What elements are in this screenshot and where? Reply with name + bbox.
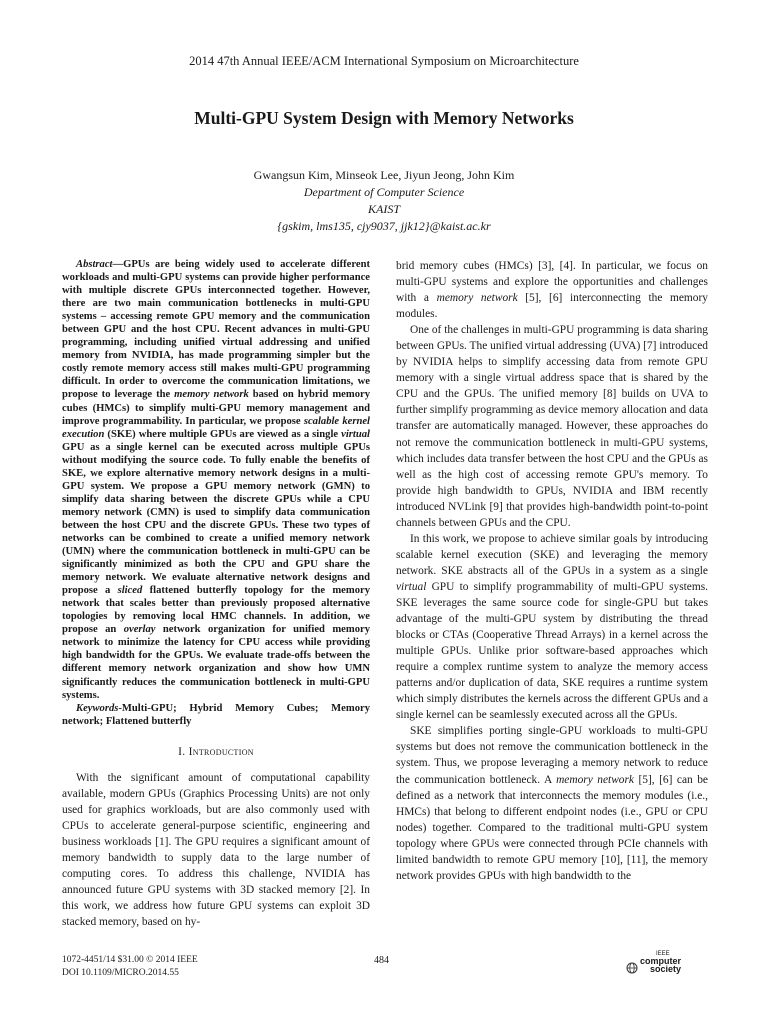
abstract: Abstract—GPUs are being widely used to accelerate different workloads and multi-GPU systems can provide higher performance with multiple discrete GPUs interconnected together. However, there are two main communication bottlenecks in multi-GPU systems – accessing remote GPU memory and the communication between GPU and the host CPU. Recent advances in multi-GPU programming, including unified virtual addressing and unified memory from NVIDIA, has made programming simpler but the costly remote memory access still makes multi-GPU programming difficult. In order to overcome the communication limitations, we propose to leverage the memory network based on hybrid memory cubes (HMCs) to simplify multi-GPU memory management and improve programmability. In particular, we propose scalable kernel execution (SKE) where multiple GPUs are viewed as a single virtual GPU as a single kernel can be executed across multiple GPUs without modifying the source code. To fully enable the benefits of SKE, we explore alternative memory network designs in a multi-GPU system. We propose a GPU memory network (GMN) to simplify data sharing between the discrete GPUs while a CPU memory network (CMN) is used to simplify data communication between the host CPU and the discrete GPUs. These two types of networks can be combined to create a unified memory network (UMN) where the communication bottleneck in multi-GPU can be significantly minimized as both the CPU and GPU share the memory network. We evaluate alternative network designs and propose a sliced flattened butterfly topology for the memory network that scales better than previously proposed alternative topologies by removing local HMC channels. In addition, we propose an overlay network organization for unified memory network to minimize the latency for CPU access while providing high bandwidth for the GPUs. We evaluate trade-offs between the different memory network organization and show how UMN significantly reduces the communication bottleneck in multi-GPU systems. [62,259,370,701]
intro-paragraph-3: In this work, we propose to achieve similar goals by introducing scalable kernel execution (SKE) and leveraging the memory network. SKE abstracts all of the GPUs in a system as a single virtual GPU to simplify programmability of multi-GPU systems. SKE leverages the same source code for single-GPU but takes advantage of the multi-GPU system by distributing the thread blocks or CTAs (Cooperative Thread Arrays) in a kernel across the multiple GPUs. Unlike prior software-based approaches which require a complex runtime system to analyze the memory access patterns and/or duplication of data, SKE requires a runtime system which simply distributes the kernels across the different GPUs and a single kernel can be seamlessly executed across all the GPUs. [396,532,708,722]
keywords: Keywords-Multi-GPU; Hybrid Memory Cubes; Memory network; Flattened butterfly [62,702,370,727]
globe-icon [626,962,638,974]
intro-paragraph-2: One of the challenges in multi-GPU programming is data sharing between GPUs. The unified virtual addressing (UVA) [7] introduced by NVIDIA helps to simplify accessing data from remote GPU memory with a single virtual address space that is shared by the CPU and the GPUs. The unified memory [8] builds on UVA to further simplify programming as device memory allocation and data transfer are automatically managed. However, these approaches do not remove the communication bottleneck in multi-GPU systems, which includes data transfer between the host CPU and the GPUs as well as the high cost of accessing remote GPU's memory. To provide high bandwidth to GPUs, NVIDIA and IBM recently introduced NVLink [9] that provides high-bandwidth point-to-point channels between GPUs and the CPU. [396,324,708,529]
abstract-label: Abstract [76,259,113,270]
logo-wordmark: computer society [640,956,682,974]
footer-doi: DOI 10.1109/MICRO.2014.55 [62,968,179,978]
paper-title: Multi-GPU System Design with Memory Networks [194,108,574,128]
right-column [396,258,708,884]
left-column [62,258,370,930]
keywords-label: Keywords [76,702,119,714]
intro-paragraph-1: With the significant amount of computational capability available, modern GPUs (Graphics Processing Units) are not only used for graphics workloads, but are also commonly used with CPUs to accelerate general-purpose scientific, engineering and business workloads [1]. The GPU requires a significant amount of memory bandwidth to supply data to the large number of computing cores. To address this challenge, NVIDIA has announced future GPU systems with 3D stacked memory [2]. In this work, we address how future GPU systems can exploit 3D stacked memory, based on hy- [62,771,370,929]
author-block [0,167,768,235]
intro-paragraph-1-cont: brid memory cubes (HMCs) [3], [4]. In particular, we focus on multi-GPU systems and explore the opportunities and challenges with a memory network [5], [6] interconnecting the memory modules. [396,260,708,321]
footer-isbn: 1072-4451/14 $31.00 © 2014 IEEE [62,955,198,965]
author-names: Gwangsun Kim, Minseok Lee, Jiyun Jeong, John Kim [253,168,515,182]
conference-header: 2014 47th Annual IEEE/ACM International Symposium on Microarchitecture [189,54,579,68]
footer-copyright [62,954,198,980]
author-institution: KAIST [367,202,400,216]
author-emails: {gskim, lms135, cjy9037, jjk12}@kaist.ac.kr [277,219,491,233]
author-department: Department of Computer Science [303,185,465,199]
section-heading-introduction: I. Introduction [178,745,254,758]
ieee-computer-society-logo [626,951,686,981]
logo-ieee-text: IEEE [656,951,670,957]
intro-paragraph-4: SKE simplifies porting single-GPU workloads to multi-GPU systems but does not remove the communication bottleneck in the system. Thus, we propose leveraging a memory network to reduce the communication bottleneck. A memory network [5], [6] can be defined as a network that interconnects the memory modules (i.e., HMCs) that belong to different endpoint nodes (i.e., GPU or CPU nodes) together. Compared to the traditional multi-GPU system topology where GPUs were connected through PCIe channels with limited bandwidth to remote GPU memory [10], [11], the memory network provides GPUs with high bandwidth to the [396,725,708,882]
page-number: 484 [374,955,389,966]
